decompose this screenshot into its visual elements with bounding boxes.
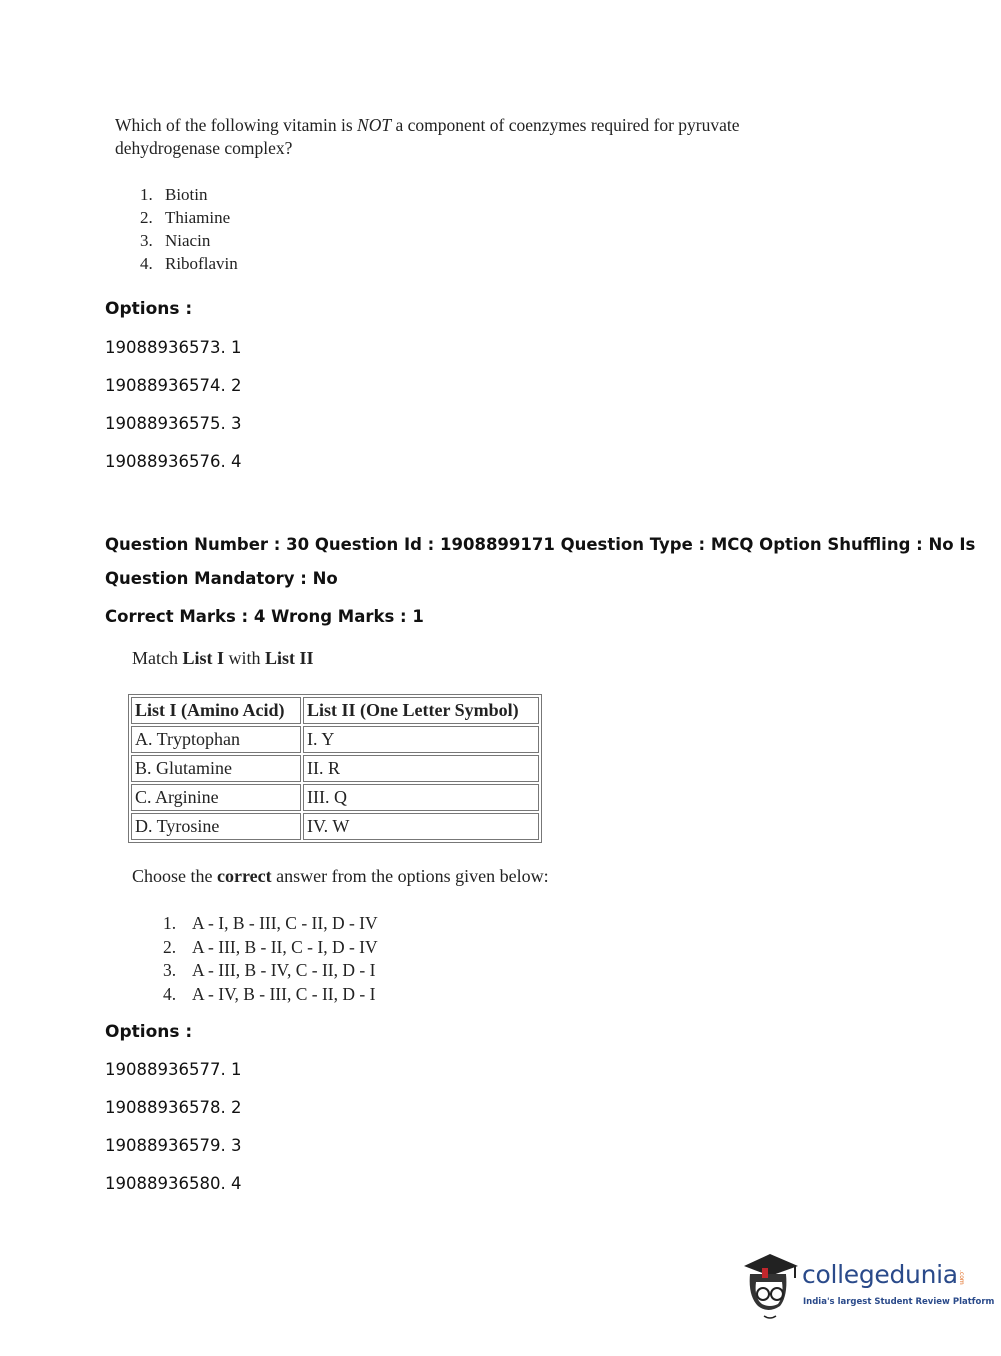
list-item	[140, 183, 238, 206]
option-item: 19088936573. 1	[105, 338, 242, 357]
item-number: 2.	[163, 936, 177, 957]
item-number: 2.	[140, 208, 153, 227]
logo-name: collegedunia	[802, 1260, 958, 1289]
item-label: Biotin	[165, 185, 208, 204]
list-item	[163, 959, 378, 983]
text-bold: correct	[217, 866, 272, 886]
table-header-cell: List II (One Letter Symbol)	[303, 697, 539, 724]
item-label: A - IV, B - III, C - II, D - I	[192, 983, 376, 1004]
list-item	[163, 983, 378, 1007]
question-meta-line: Question Number : 30 Question Id : 1908899171 Question Type : MCQ Option Shuffling : No Is	[105, 535, 976, 554]
question-emphasis: NOT	[357, 115, 392, 135]
table-row	[131, 726, 539, 753]
option-item: 19088936575. 3	[105, 414, 242, 433]
item-label: Thiamine	[165, 208, 231, 227]
table-row	[131, 813, 539, 840]
table-row	[131, 784, 539, 811]
option-item: 19088936579. 3	[105, 1136, 242, 1155]
option-item: 19088936577. 1	[105, 1060, 242, 1079]
item-number: 4.	[163, 983, 177, 1004]
options-heading: Options :	[105, 1022, 193, 1042]
mascot-icon	[740, 1248, 802, 1320]
answer-choices	[163, 912, 378, 1006]
marks-line: Correct Marks : 4 Wrong Marks : 1	[105, 607, 424, 626]
item-label: Riboflavin	[165, 254, 238, 273]
table-header-row	[131, 697, 539, 724]
cap-icon	[744, 1254, 798, 1276]
item-label: A - I, B - III, C - II, D - IV	[192, 913, 378, 933]
table-row	[131, 755, 539, 782]
table-cell: IV. W	[303, 813, 539, 840]
list-item	[163, 936, 378, 960]
list-item	[140, 229, 238, 252]
item-number: 3.	[163, 960, 177, 980]
text-part: Match	[132, 648, 183, 668]
item-label: A - III, B - IV, C - II, D - I	[192, 960, 376, 980]
question-choices	[140, 183, 238, 275]
question-text-part: Which of the following vitamin is	[115, 115, 358, 135]
list-item	[140, 252, 238, 275]
table-cell: III. Q	[303, 784, 539, 811]
text-part: with	[224, 648, 266, 668]
table-cell: II. R	[303, 755, 539, 782]
table-cell: C. Arginine	[131, 784, 301, 811]
item-number: 1.	[163, 913, 177, 933]
table-cell: A. Tryptophan	[131, 726, 301, 753]
option-item: 19088936574. 2	[105, 376, 242, 395]
choose-instruction	[132, 866, 549, 887]
text-part: Choose the	[132, 866, 217, 886]
option-item: 19088936578. 2	[105, 1098, 242, 1117]
item-number: 3.	[140, 231, 153, 250]
options-heading: Options :	[105, 299, 193, 319]
option-item: 19088936580. 4	[105, 1174, 242, 1193]
table-cell: D. Tyrosine	[131, 813, 301, 840]
match-table	[128, 694, 542, 843]
match-instruction	[132, 648, 314, 669]
table-header-cell: List I (Amino Acid)	[131, 697, 301, 724]
option-item: 19088936576. 4	[105, 452, 242, 471]
table-cell: B. Glutamine	[131, 755, 301, 782]
item-label: A - III, B - II, C - I, D - IV	[192, 936, 378, 957]
table-cell: I. Y	[303, 726, 539, 753]
item-label: Niacin	[165, 231, 211, 250]
logo-tagline: India's largest Student Review Platform	[803, 1297, 995, 1307]
text-part: answer from the options given below:	[271, 866, 549, 886]
item-number: 1.	[140, 185, 153, 204]
item-number: 4.	[140, 254, 153, 273]
list-item	[140, 206, 238, 229]
question-meta-line: Question Mandatory : No	[105, 569, 338, 588]
question-text	[115, 114, 755, 160]
question-text-part: a component of coenzymes required for pyruvate dehydrogenase complex?	[115, 115, 740, 158]
text-bold: List II	[265, 648, 314, 668]
logo-domain: .com	[958, 1270, 965, 1285]
list-item	[163, 912, 378, 936]
text-bold: List I	[182, 648, 224, 668]
